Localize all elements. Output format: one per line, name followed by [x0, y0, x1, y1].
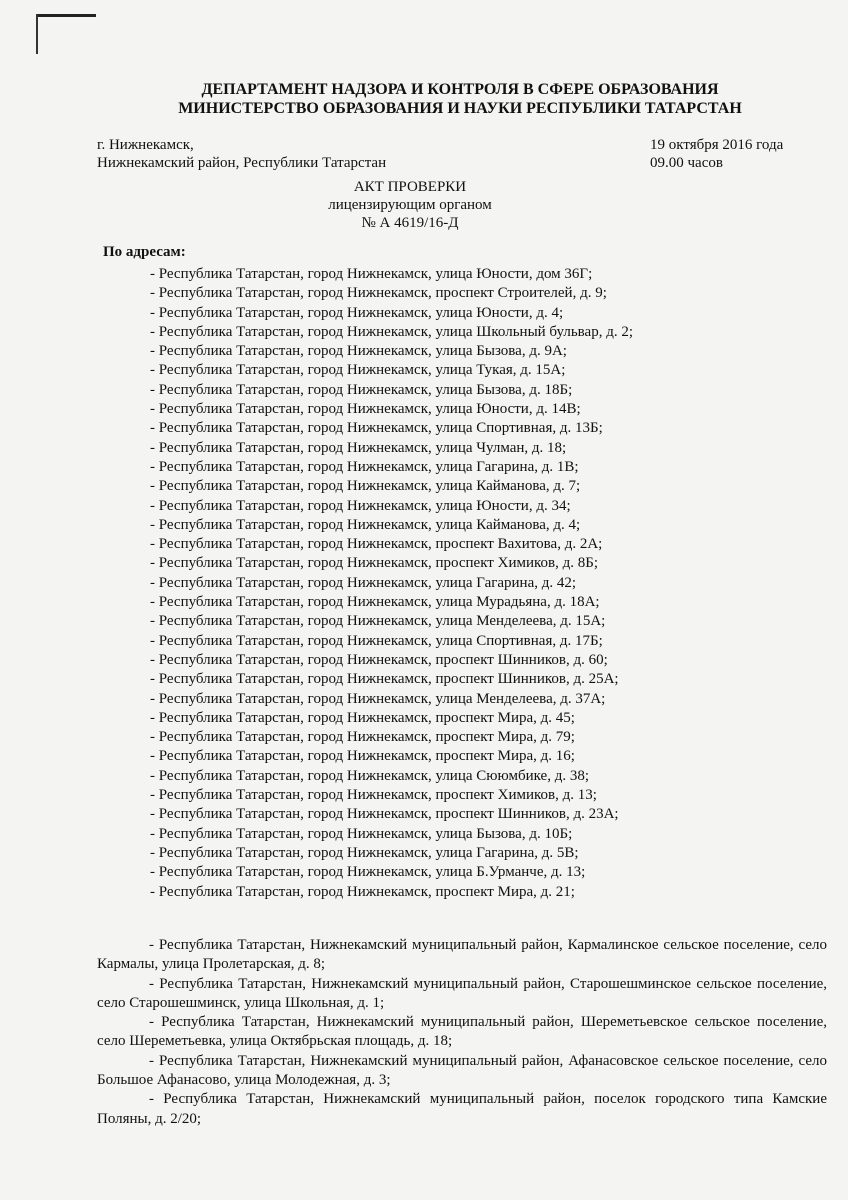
address-item: - Республика Татарстан, город Нижнекамск, проспект Мира, д. 16;	[150, 748, 575, 765]
address-item: - Республика Татарстан, город Нижнекамск, улица Кайманова, д. 4;	[150, 516, 581, 533]
rural-address-list	[97, 936, 827, 1129]
address-item: - Республика Татарстан, город Нижнекамск, улица Гагарина, д. 42;	[150, 574, 577, 591]
address-item: - Республика Татарстан, город Нижнекамск, улица Спортивная, д. 17Б;	[150, 632, 603, 649]
address-item: - Республика Татарстан, город Нижнекамск, улица Б.Урманче, д. 13;	[150, 864, 586, 881]
address-item: - Республика Татарстан, город Нижнекамск, проспект Шинников, д. 23А;	[150, 806, 619, 823]
scan-artifact	[36, 14, 38, 54]
rural-address-item: - Республика Татарстан, Нижнекамский муниципальный район, Кармалинское сельское поселение, село Кармалы, улица Пролетарская, д. 8;	[97, 937, 827, 973]
address-item: - Республика Татарстан, город Нижнекамск, проспект Химиков, д. 13;	[150, 787, 597, 804]
address-item: - Республика Татарстан, город Нижнекамск, улица Гагарина, д. 1В;	[150, 458, 579, 475]
place-block	[97, 136, 386, 172]
address-item: - Республика Татарстан, город Нижнекамск, улица Юности, д. 14В;	[150, 401, 581, 418]
address-item: - Республика Татарстан, город Нижнекамск, улица Юности, д. 4;	[150, 304, 564, 321]
address-item: - Республика Татарстан, город Нижнекамск, улица Юности, дом 36Г;	[150, 266, 593, 282]
place-line-1: г. Нижнекамск,	[97, 137, 194, 153]
address-item: - Республика Татарстан, город Нижнекамск, улица Чулман, д. 18;	[150, 439, 567, 456]
address-item: - Республика Татарстан, город Нижнекамск, улица Гагарина, д. 5В;	[150, 844, 579, 861]
rural-address-item: - Республика Татарстан, Нижнекамский муниципальный район, поселок городского типа Камские Поляны, д. 2/20;	[97, 1091, 827, 1127]
address-item: - Республика Татарстан, город Нижнекамск, улица Бызова, д. 18Б;	[150, 381, 573, 398]
address-item: - Республика Татарстан, город Нижнекамск, улица Кайманова, д. 7;	[150, 478, 581, 495]
rural-address-item: - Республика Татарстан, Нижнекамский муниципальный район, Афанасовское сельское поселение, село Большое Афанасово, улица Молодежная, д. 3;	[97, 1052, 827, 1089]
address-item: - Республика Татарстан, город Нижнекамск, улица Менделеева, д. 37А;	[150, 690, 606, 707]
document-header	[100, 80, 820, 118]
header-line-1: ДЕПАРТАМЕНТ НАДЗОРА И КОНТРОЛЯ В СФЕРЕ ОБРАЗОВАНИЯ	[201, 81, 719, 98]
date-block	[650, 136, 783, 172]
rural-address-item: - Республика Татарстан, Нижнекамский муниципальный район, Старошешминское сельское поселение, село Старошешминск, улица Школьная, д. 1;	[97, 975, 827, 1011]
addresses-label: По адресам:	[103, 244, 186, 260]
header-line-2: МИНИСТЕРСТВО ОБРАЗОВАНИЯ И НАУКИ РЕСПУБЛИКИ ТАТАРСТАН	[178, 100, 742, 117]
address-item: - Республика Татарстан, город Нижнекамск, проспект Вахитова, д. 2А;	[150, 536, 603, 553]
address-item: - Республика Татарстан, город Нижнекамск, улица Менделеева, д. 15А;	[150, 613, 606, 630]
address-item: - Республика Татарстан, город Нижнекамск, улица Тукая, д. 15А;	[150, 362, 566, 379]
address-item: - Республика Татарстан, город Нижнекамск, проспект Строителей, д. 9;	[150, 285, 607, 302]
address-item: - Республика Татарстан, город Нижнекамск, проспект Химиков, д. 8Б;	[150, 555, 599, 572]
address-item: - Республика Татарстан, город Нижнекамск, проспект Мира, д. 45;	[150, 709, 575, 726]
rural-address-item: - Республика Татарстан, Нижнекамский муниципальный район, Шереметьевское сельское поселение, село Шереметьевка, улица Октябрьская площадь, д. 18;	[97, 1014, 827, 1050]
scan-artifact	[38, 14, 96, 17]
address-item: - Республика Татарстан, город Нижнекамск, улица Бызова, д. 9А;	[150, 343, 567, 360]
act-title-block	[200, 178, 620, 232]
time-line: 09.00 часов	[650, 155, 723, 171]
act-subtitle: лицензирующим органом	[328, 197, 492, 213]
address-item: - Республика Татарстан, город Нижнекамск, проспект Мира, д. 79;	[150, 729, 575, 746]
address-item: - Республика Татарстан, город Нижнекамск, улица Спортивная, д. 13Б;	[150, 420, 603, 437]
address-item: - Республика Татарстан, город Нижнекамск, проспект Мира, д. 21;	[150, 883, 575, 900]
act-title: АКТ ПРОВЕРКИ	[353, 179, 467, 195]
address-item: - Республика Татарстан, город Нижнекамск, улица Мурадьяна, д. 18А;	[150, 594, 600, 611]
address-item: - Республика Татарстан, город Нижнекамск, улица Юности, д. 34;	[150, 497, 571, 514]
act-number: № А 4619/16-Д	[361, 215, 459, 231]
place-line-2: Нижнекамский район, Республики Татарстан	[97, 155, 387, 171]
address-item: - Республика Татарстан, город Нижнекамск, улица Сююмбике, д. 38;	[150, 767, 590, 784]
address-list	[150, 265, 633, 902]
address-item: - Республика Татарстан, город Нижнекамск, проспект Шинников, д. 60;	[150, 651, 608, 668]
date-line: 19 октября 2016 года	[650, 137, 784, 153]
address-item: - Республика Татарстан, город Нижнекамск, улица Бызова, д. 10Б;	[150, 825, 573, 842]
address-item: - Республика Татарстан, город Нижнекамск, улица Школьный бульвар, д. 2;	[150, 323, 634, 340]
address-item: - Республика Татарстан, город Нижнекамск, проспект Шинников, д. 25А;	[150, 671, 619, 688]
